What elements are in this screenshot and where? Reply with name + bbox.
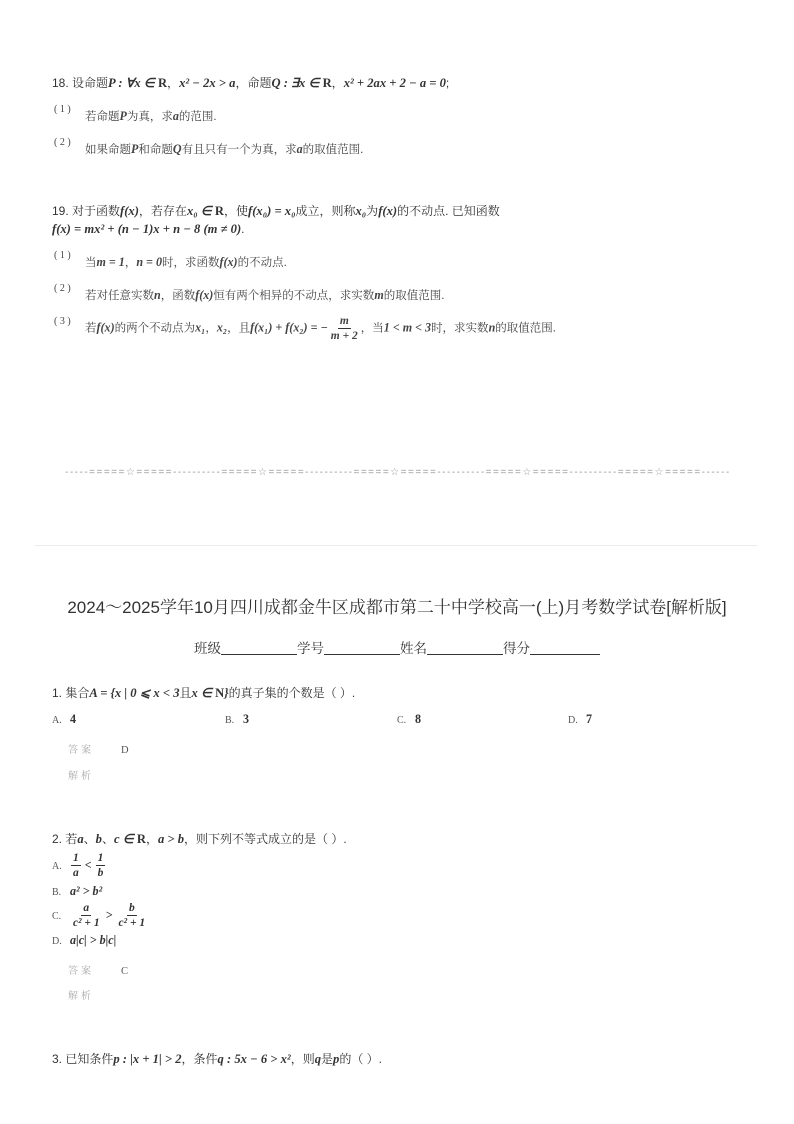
- upright-symbol: R: [214, 204, 225, 218]
- fraction-denominator: m + 2: [330, 330, 358, 342]
- math-expr: f(x): [120, 204, 139, 218]
- text-run: 若命题: [85, 111, 120, 123]
- q2-answer-value: C: [121, 966, 129, 977]
- math-expr: n: [154, 288, 161, 302]
- q1-option-a: [52, 711, 76, 729]
- text-run: 的真子集的个数是（ ）.: [228, 686, 356, 700]
- text-run: 1. 集合: [52, 686, 90, 700]
- math-expr: a|c| > b|c|: [70, 933, 117, 947]
- info-blank-score: [530, 641, 600, 655]
- text-run: 19. 对于函数: [52, 204, 121, 218]
- math-expr: f(x) = mx² + (n − 1)x + n − 8 (m ≠ 0): [52, 222, 242, 236]
- text-run: ，命题: [235, 76, 272, 90]
- fraction: [71, 852, 81, 879]
- math-expr: f(x): [195, 288, 214, 302]
- math-expr: b: [95, 832, 102, 846]
- text-run: 3. 已知条件: [52, 1052, 114, 1066]
- info-label-score: 得分: [503, 641, 530, 656]
- option-value: [70, 902, 148, 929]
- option-value: [415, 714, 421, 726]
- text-run: ，且: [227, 322, 251, 335]
- math-expr: P: [131, 142, 139, 156]
- math-expr: a: [296, 142, 303, 156]
- math-expr: x ∈: [191, 686, 216, 700]
- fraction-denominator: c² + 1: [118, 917, 146, 929]
- option-label: C.: [397, 715, 407, 726]
- math-expr: f(x): [378, 204, 398, 218]
- q1-stem: [52, 685, 355, 701]
- exam-title: 2024～2025学年10月四川成都金牛区成都市第二十中学校高一(上)月考数学试卷[解析版]: [67, 598, 727, 617]
- info-label-class: 班级: [194, 641, 221, 656]
- fraction-numerator: a: [83, 902, 90, 914]
- info-label-name: 姓名: [400, 641, 427, 656]
- math-expr: m = 1: [96, 255, 125, 269]
- math-expr: f(x): [96, 320, 115, 335]
- text-run: ，使: [224, 204, 249, 218]
- math-expr: 1 < m < 3: [383, 320, 432, 335]
- q2-option-b: [52, 883, 102, 901]
- math-expr: A = {x | 0 ⩽ x < 3: [89, 686, 180, 700]
- text-run: 为真，求: [126, 111, 173, 123]
- q19-part-1-label: ( 1 ): [54, 250, 71, 261]
- text-run: 的不动点. 已知函数: [397, 204, 500, 218]
- upright-symbol: 4: [70, 712, 77, 726]
- fraction-denominator: b: [97, 867, 104, 879]
- math-expr: P: [119, 109, 127, 123]
- math-expr: f(x): [219, 255, 238, 269]
- q3-stem: [52, 1051, 382, 1067]
- math-expr: Q : ∃x ∈: [271, 76, 323, 90]
- fraction-numerator: b: [128, 902, 135, 914]
- info-blank-class: [221, 641, 297, 655]
- upright-symbol: R: [322, 76, 332, 90]
- option-label: D.: [52, 936, 62, 947]
- math-expr: P : ∀x ∈: [108, 76, 158, 90]
- option-value: [70, 935, 116, 947]
- math-expr: f(x₀) = x₀: [248, 204, 296, 218]
- upright-symbol: 8: [415, 712, 422, 726]
- math-expr: <: [81, 857, 95, 872]
- q2-option-c: [52, 902, 148, 929]
- fraction: [96, 852, 106, 879]
- math-expr: x₁: [195, 320, 206, 335]
- math-expr: x₀: [355, 204, 367, 218]
- q19-part-2-text: [85, 287, 444, 304]
- math-expr: p : |x + 1| > 2: [113, 1052, 182, 1066]
- math-expr: >: [102, 907, 116, 922]
- text-run: 若对任意实数: [85, 290, 154, 302]
- option-value: [70, 714, 76, 726]
- math-expr: c ∈: [113, 832, 137, 846]
- text-run: 如果命题: [85, 144, 131, 156]
- math-expr: a: [77, 832, 84, 846]
- math-expr: q: [314, 1052, 321, 1066]
- text-run: ，: [331, 76, 344, 90]
- math-expr: x² − 2x > a: [179, 76, 236, 90]
- text-run: 、: [101, 832, 114, 846]
- text-run: 的取值范围.: [302, 144, 364, 156]
- text-run: ，当: [360, 322, 384, 335]
- decorative-separator: -----=====☆=====----------=====☆=====----------=====☆=====----------=====☆=====----------=====☆=====------: [65, 467, 731, 478]
- math-expr: n: [488, 320, 496, 335]
- q1-option-c: [397, 711, 421, 729]
- text-run: 成立，则称: [295, 204, 356, 218]
- text-run: 和命题: [138, 144, 173, 156]
- option-label: B.: [225, 715, 235, 726]
- fraction: [71, 902, 102, 929]
- q19-part-3-label: ( 3 ): [54, 316, 71, 327]
- math-expr: f(x₁) + f(x₂) = −: [250, 320, 328, 335]
- q18-part-1-text: [85, 108, 217, 125]
- info-blank-number: [324, 641, 400, 655]
- math-expr: x₂: [216, 320, 228, 335]
- text-run: .: [241, 222, 245, 236]
- q2-stem: [52, 831, 347, 847]
- text-run: ，则下列不等式成立的是（ ）.: [184, 832, 347, 846]
- math-expr: p: [333, 1052, 340, 1066]
- fraction: [329, 315, 360, 342]
- text-run: ，: [167, 76, 180, 90]
- math-expr: x² + 2ax + 2 − a = 0: [343, 76, 446, 90]
- q19-stem-line-1: [52, 203, 500, 219]
- text-run: 若: [85, 322, 97, 335]
- text-run: ;: [445, 76, 450, 90]
- fraction-numerator: 1: [97, 852, 104, 864]
- info-blank-name: [427, 641, 503, 655]
- text-run: 的范围.: [178, 111, 217, 123]
- q19-part-1-text: [85, 254, 287, 271]
- text-run: 的（ ）.: [339, 1052, 382, 1066]
- text-run: 恒有两个相异的不动点，求实数: [213, 290, 375, 302]
- text-run: 的取值范围.: [495, 322, 556, 335]
- text-run: ，: [124, 257, 137, 269]
- option-label: C.: [52, 910, 62, 922]
- text-run: 时，求实数: [431, 322, 489, 335]
- text-run: ，若存在: [138, 204, 187, 218]
- text-run: 且: [179, 686, 192, 700]
- text-run: 有且只有一个为真，求: [181, 144, 297, 156]
- q18-stem: [52, 75, 449, 91]
- q2-option-d: [52, 932, 116, 950]
- option-label: B.: [52, 887, 62, 898]
- math-expr: q : 5x − 6 > x²: [217, 1052, 291, 1066]
- text-run: ，条件: [181, 1052, 218, 1066]
- upright-symbol: 7: [586, 712, 593, 726]
- math-expr: a > b: [157, 832, 185, 846]
- q18-part-1-label: ( 1 ): [54, 104, 71, 115]
- math-expr: a: [172, 109, 179, 123]
- text-run: 当: [85, 257, 97, 269]
- q1-answer-label: 答案: [68, 745, 94, 756]
- text-run: 是: [321, 1052, 334, 1066]
- fraction-denominator: c² + 1: [73, 917, 100, 929]
- info-label-number: 学号: [297, 641, 324, 656]
- option-value: [243, 714, 249, 726]
- page-break-divider: [35, 545, 757, 546]
- math-expr: a² > b²: [70, 884, 103, 898]
- option-value: [70, 852, 106, 879]
- text-run: 2. 若: [52, 832, 78, 846]
- option-label: A.: [52, 715, 62, 726]
- option-label: D.: [568, 715, 578, 726]
- upright-symbol: R: [136, 832, 146, 846]
- q19-part-2-label: ( 2 ): [54, 283, 71, 294]
- q1-answer-value: D: [121, 745, 129, 756]
- fraction-numerator: m: [339, 315, 349, 327]
- text-run: 为: [366, 204, 379, 218]
- text-run: 的两个不动点为: [114, 322, 196, 335]
- student-info-line: [0, 641, 794, 657]
- text-run: ，函数: [160, 290, 196, 302]
- q1-analysis-label: 解析: [68, 771, 94, 782]
- q2-answer-label: 答案: [68, 966, 94, 977]
- math-expr: Q: [172, 142, 182, 156]
- text-run: 时，求函数: [161, 257, 220, 269]
- text-run: ，: [145, 832, 158, 846]
- math-expr: m: [374, 288, 384, 302]
- upright-symbol: R: [157, 76, 168, 90]
- text-run: 的取值范围.: [383, 290, 445, 302]
- q18-part-2-label: ( 2 ): [54, 137, 71, 148]
- q2-option-a: [52, 852, 106, 879]
- math-expr: n = 0: [136, 255, 162, 269]
- upright-symbol: 3: [243, 712, 250, 726]
- text-run: ，则: [290, 1052, 315, 1066]
- text-run: 、: [83, 832, 96, 846]
- upright-symbol: N: [215, 686, 225, 700]
- math-expr: x₀ ∈: [186, 204, 215, 218]
- fraction-numerator: 1: [73, 852, 79, 864]
- math-expr: }: [224, 686, 229, 700]
- q1-option-b: [225, 711, 249, 729]
- q2-analysis-label: 解析: [68, 991, 94, 1002]
- text-run: 的不动点.: [237, 257, 287, 269]
- q18-part-2-text: [85, 141, 363, 158]
- fraction: [117, 902, 148, 929]
- option-label: A.: [52, 860, 62, 872]
- fraction-denominator: a: [73, 867, 79, 879]
- option-value: [70, 886, 102, 898]
- q1-option-d: [568, 711, 592, 729]
- option-value: [586, 714, 592, 726]
- q19-part-3-text: [85, 315, 556, 342]
- text-run: ，: [205, 322, 217, 335]
- q19-stem-line-2: [52, 221, 245, 237]
- text-run: 18. 设命题: [52, 76, 109, 90]
